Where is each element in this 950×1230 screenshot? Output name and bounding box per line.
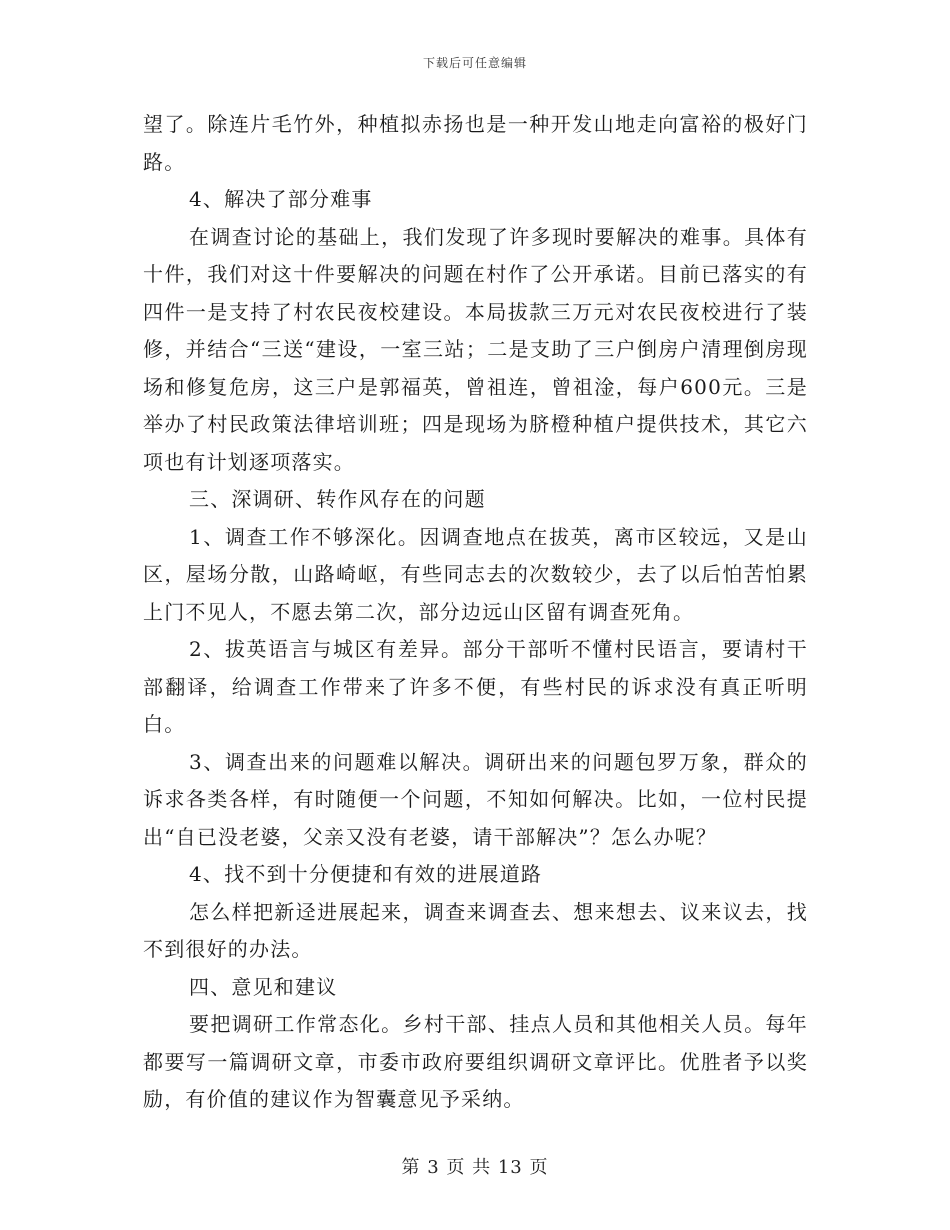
section-heading-problems: 三、深调研、转作风存在的问题 xyxy=(189,487,486,511)
page-footer xyxy=(0,1153,950,1179)
paragraph-problem-4-details: 怎么样把新迳进展起来，调查来调查去、想来想去、议来议去，找不到很好的办法。 xyxy=(143,899,808,961)
paragraph-heading-4-solved: 4、解决了部分难事 xyxy=(189,187,373,211)
page-header-note: 下载后可任意编辑 xyxy=(422,56,527,70)
paragraph-heading-problem-4: 4、找不到十分便捷和有效的进展道路 xyxy=(189,862,543,886)
paragraph-problem-3: 3、调查出来的问题难以解决。调研出来的问题包罗万象，群众的诉求各类各样，有时随便一个问题，不知如何解决。比如，一位村民提出“自已没老婆，父亲又没有老婆，请干部解决”？怎么办呢？ xyxy=(143,749,808,849)
section-heading-suggestions: 四、意见和建议 xyxy=(189,974,338,999)
paragraph-solved-details: 在调查讨论的基础上，我们发现了许多现时要解决的难事。具体有十件，我们对这十件要解决的问题在村作了公开承诺。目前已落实的有四件一是支持了村农民夜校建设。本局拔款三万元对农民夜校进行了装修，并结合“三送“建设，一室三站；二是支助了三户倒房户清理倒房现场和修复危房，这三户是郭福英，曾祖连，曾祖淦，每户600元。三是举办了村民政策法律培训班；四是现场为脐橙种植户提供技术，其它六项也有计划逐项落实。 xyxy=(143,224,808,474)
paragraph-problem-1: 1、调查工作不够深化。因调查地点在拔英，离市区较远，又是山区，屋场分散，山路崎岖，有些同志去的次数较少，去了以后怕苦怕累上门不见人，不愿去第二次，部分边远山区留有调查死角。 xyxy=(143,524,808,624)
page-number-label: 第 3 页 共 13 页 xyxy=(401,1157,549,1178)
paragraph-continuation: 望了。除连片毛竹外，种植拟赤扬也是一种开发山地走向富裕的极好门路。 xyxy=(143,112,808,174)
document-body xyxy=(143,106,808,1119)
paragraph-suggestions: 要把调研工作常态化。乡村干部、挂点人员和其他相关人员。每年都要写一篇调研文章，市委市政府要组织调研文章评比。优胜者予以奖励，有价值的建议作为智囊意见予采纳。 xyxy=(143,1012,808,1111)
paragraph-problem-2: 2、拔英语言与城区有差异。部分干部听不懂村民语言，要请村干部翻译，给调查工作带来了许多不便，有些村民的诉求没有真正听明白。 xyxy=(143,637,808,736)
